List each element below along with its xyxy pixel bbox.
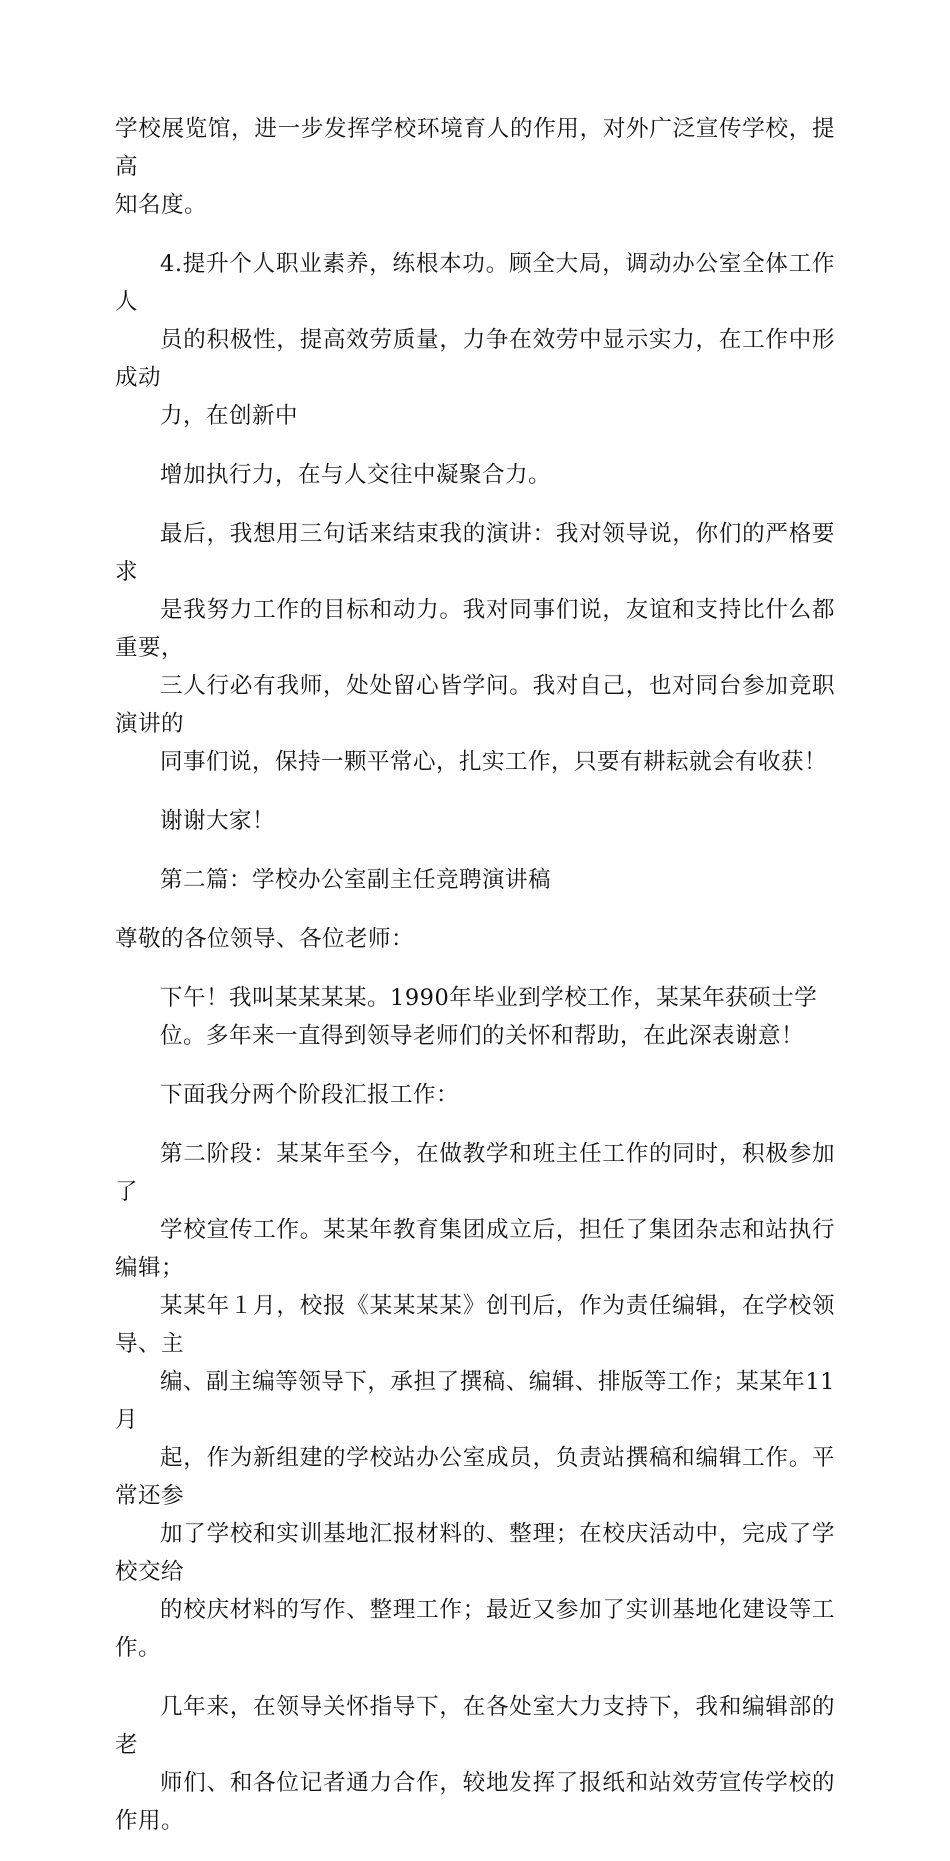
salutation [115, 920, 835, 958]
paragraph-4 [115, 515, 835, 781]
paragraph-3 [115, 456, 835, 494]
text-line: 力，在创新中 [160, 403, 299, 429]
text-line: 员的积极性，提高效劳质量，力争在效劳中显示实力，在工作中形成动 [115, 327, 835, 391]
text-line: 下午！我叫某某某某。1990年毕业到学校工作，某某年获硕士学 [160, 985, 818, 1011]
section-heading [115, 861, 835, 899]
text-line: 起，作为新组建的学校站办公室成员，负责站撰稿和编辑工作。平常还参 [115, 1445, 835, 1509]
text-line: 师们、和各位记者通力合作，较地发挥了报纸和站效劳宣传学校的作用。 [115, 1770, 835, 1834]
text-line: 学校展览馆，进一步发挥学校环境育人的作用，对外广泛宣传学校，提高 [115, 116, 835, 180]
text-line: 的校庆材料的写作、整理工作；最近又参加了实训基地化建设等工作。 [115, 1597, 835, 1661]
text-line: 下面我分两个阶段汇报工作： [160, 1082, 460, 1108]
text-line: 加了学校和实训基地汇报材料的、整理；在校庆活动中，完成了学校交给 [115, 1521, 835, 1585]
text-line: 同事们说，保持一颗平常心，扎实工作，只要有耕耘就会有收获！ [160, 749, 828, 775]
text-line: 最后，我想用三句话来结束我的演讲：我对领导说，你们的严格要求 [115, 521, 835, 585]
document-page [115, 110, 835, 1861]
text-line: 学校宣传工作。某某年教育集团成立后，担任了集团杂志和站执行编辑； [115, 1217, 835, 1281]
text-line: 谢谢大家！ [160, 808, 276, 834]
text-line: 编、副主编等领导下，承担了撰稿、编辑、排版等工作；某某年11月 [115, 1369, 835, 1433]
text-line: 某某年１月，校报《某某某某》创刊后，作为责任编辑，在学校领导、主 [115, 1293, 835, 1357]
text-line: 增加执行力，在与人交往中凝聚合力。 [160, 462, 552, 488]
text-line: 第二篇：学校办公室副主任竞聘演讲稿 [160, 867, 552, 893]
text-line: 几年来，在领导关怀指导下，在各处室大力支持下，我和编辑部的老 [115, 1694, 835, 1758]
text-line: 是我努力工作的目标和动力。我对同事们说，友谊和支持比什么都重要， [115, 597, 835, 661]
paragraph-11 [115, 1688, 835, 1840]
text-line: 4.提升个人职业素养，练根本功。顾全大局，调动办公室全体工作人 [115, 251, 835, 315]
text-line: 尊敬的各位领导、各位老师： [115, 926, 415, 952]
paragraph-2 [115, 245, 835, 435]
text-line: 知名度。 [115, 192, 208, 218]
paragraph-1 [115, 110, 835, 224]
text-line: 第二阶段：某某年至今，在做教学和班主任工作的同时，积极参加了 [115, 1141, 835, 1205]
paragraph-10 [115, 1135, 835, 1667]
text-line: 位。多年来一直得到领导老师们的关怀和帮助，在此深表谢意！ [160, 1023, 805, 1049]
paragraph-9 [115, 1076, 835, 1114]
paragraph-5 [115, 802, 835, 840]
paragraph-8 [115, 979, 835, 1055]
text-line: 三人行必有我师，处处留心皆学问。我对自己，也对同台参加竞职演讲的 [115, 673, 835, 737]
